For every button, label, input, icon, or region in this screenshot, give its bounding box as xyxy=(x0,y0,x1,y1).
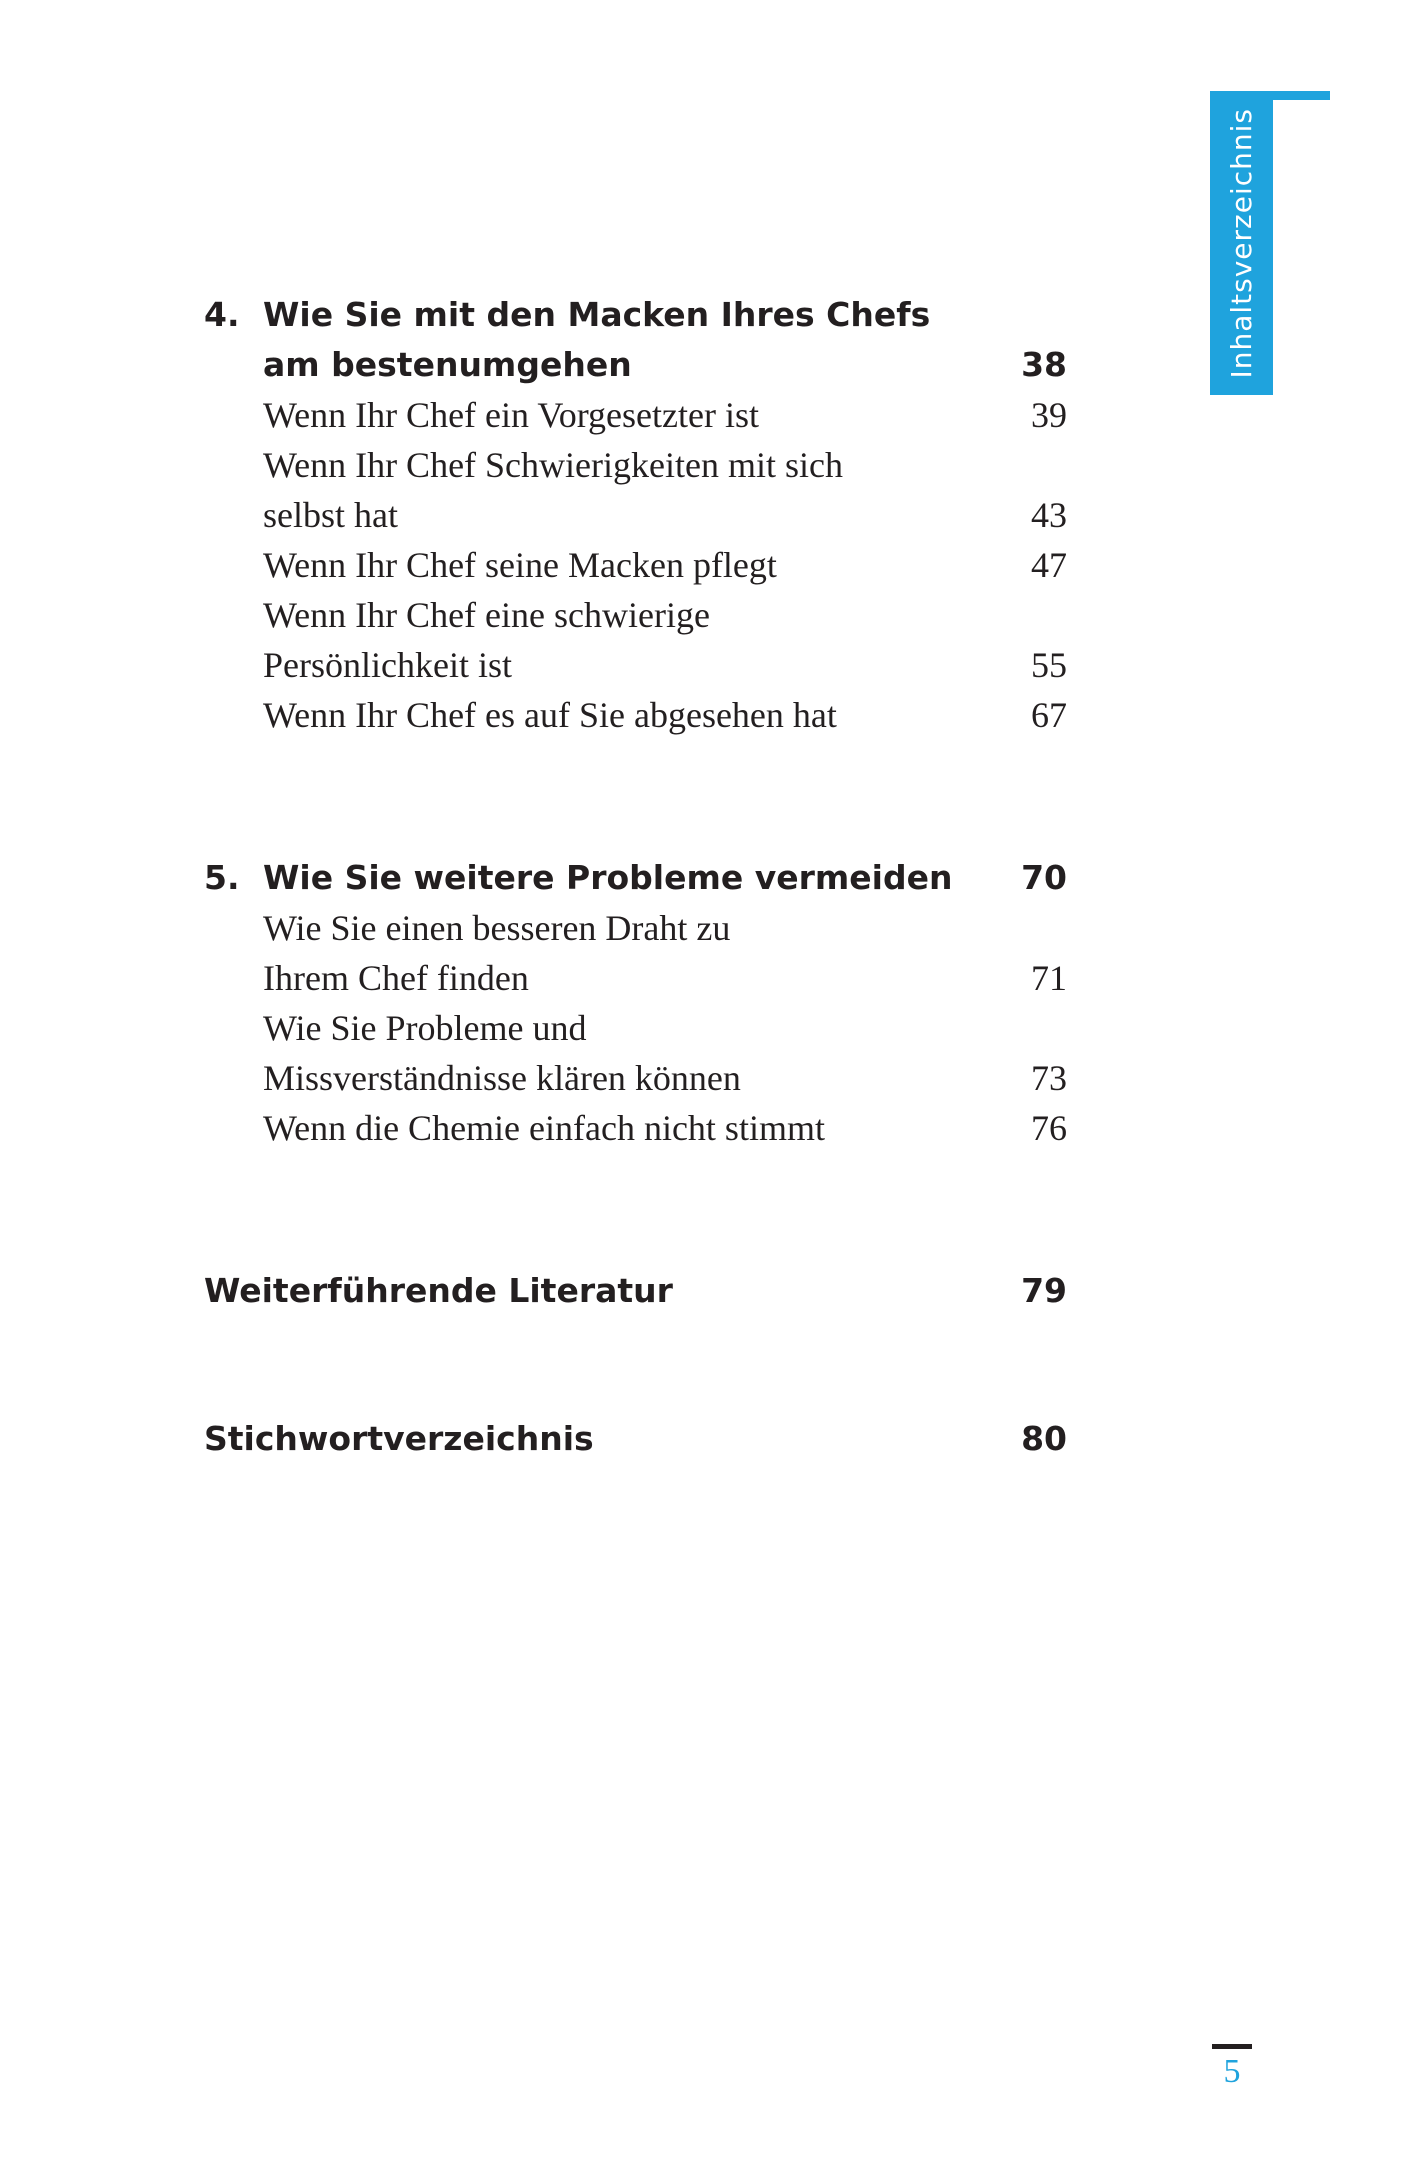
toc-entry[interactable] xyxy=(204,690,1067,740)
side-tab xyxy=(1210,95,1273,395)
page-number-rule xyxy=(1212,2044,1252,2049)
side-tab-label: Inhaltsverzeichnis xyxy=(1225,108,1258,379)
toc-entry-text: Wenn Ihr Chef Schwierigkeiten mit sich xyxy=(263,445,843,485)
toc-entry[interactable] xyxy=(204,390,1067,440)
toc-entry[interactable] xyxy=(204,540,1067,590)
toc-entry-text: Wie Sie Probleme und xyxy=(263,1008,587,1048)
toc-entry-text: Wenn Ihr Chef seine Macken pflegt xyxy=(263,545,777,585)
toc-entry-page: 43 xyxy=(1031,495,1067,535)
chapter-5-number: 5. xyxy=(204,858,240,897)
literature-heading[interactable] xyxy=(204,1266,1067,1316)
chapter-5-page: 70 xyxy=(1021,858,1067,897)
table-of-contents xyxy=(204,290,1067,1464)
chapter-4-title-line2: am bestenumgehen xyxy=(263,345,632,384)
toc-entry-text: Wenn die Chemie einfach nicht stimmt xyxy=(263,1108,825,1148)
chapter-5-title: Wie Sie weitere Probleme vermeiden xyxy=(263,858,953,897)
toc-entry-page: 47 xyxy=(1031,545,1067,585)
chapter-4-heading-line2[interactable] xyxy=(204,340,1067,390)
chapter-5-heading[interactable] xyxy=(204,853,1067,903)
toc-entry-page: 55 xyxy=(1031,645,1067,685)
toc-entry-page: 73 xyxy=(1031,1058,1067,1098)
toc-entry xyxy=(204,590,1067,640)
toc-entry-page: 39 xyxy=(1031,395,1067,435)
index-title: Stichwortverzeichnis xyxy=(204,1419,594,1458)
toc-entry[interactable] xyxy=(204,1053,1067,1103)
index-heading[interactable] xyxy=(204,1414,1067,1464)
toc-entry-text: Missverständnisse klären können xyxy=(263,1058,741,1098)
toc-entry-text: Wie Sie einen besseren Draht zu xyxy=(263,908,731,948)
toc-entry xyxy=(204,440,1067,490)
chapter-4-page: 38 xyxy=(1021,345,1067,384)
toc-entry[interactable] xyxy=(204,490,1067,540)
toc-entry xyxy=(204,903,1067,953)
toc-entry-text: Ihrem Chef finden xyxy=(263,958,529,998)
literature-page: 79 xyxy=(1021,1271,1067,1310)
toc-entry-text: Persönlichkeit ist xyxy=(263,645,512,685)
page-number: 5 xyxy=(1223,2053,1241,2090)
chapter-4-title-line1: Wie Sie mit den Macken Ihres Chefs xyxy=(263,295,931,334)
toc-entry-page: 67 xyxy=(1031,695,1067,735)
toc-entry-text: selbst hat xyxy=(263,495,398,535)
literature-title: Weiterführende Literatur xyxy=(204,1271,673,1310)
toc-entry xyxy=(204,1003,1067,1053)
toc-entry-page: 76 xyxy=(1031,1108,1067,1148)
toc-entry[interactable] xyxy=(204,640,1067,690)
toc-entry-text: Wenn Ihr Chef ein Vorgesetzter ist xyxy=(263,395,759,435)
toc-entry[interactable] xyxy=(204,1103,1067,1153)
index-page: 80 xyxy=(1021,1419,1067,1458)
toc-entry-text: Wenn Ihr Chef es auf Sie abgesehen hat xyxy=(263,695,837,735)
toc-entry-text: Wenn Ihr Chef eine schwierige xyxy=(263,595,710,635)
toc-entry-page: 71 xyxy=(1031,958,1067,998)
toc-entry[interactable] xyxy=(204,953,1067,1003)
chapter-4-heading-line1 xyxy=(204,290,1067,340)
chapter-4-number: 4. xyxy=(204,295,240,334)
